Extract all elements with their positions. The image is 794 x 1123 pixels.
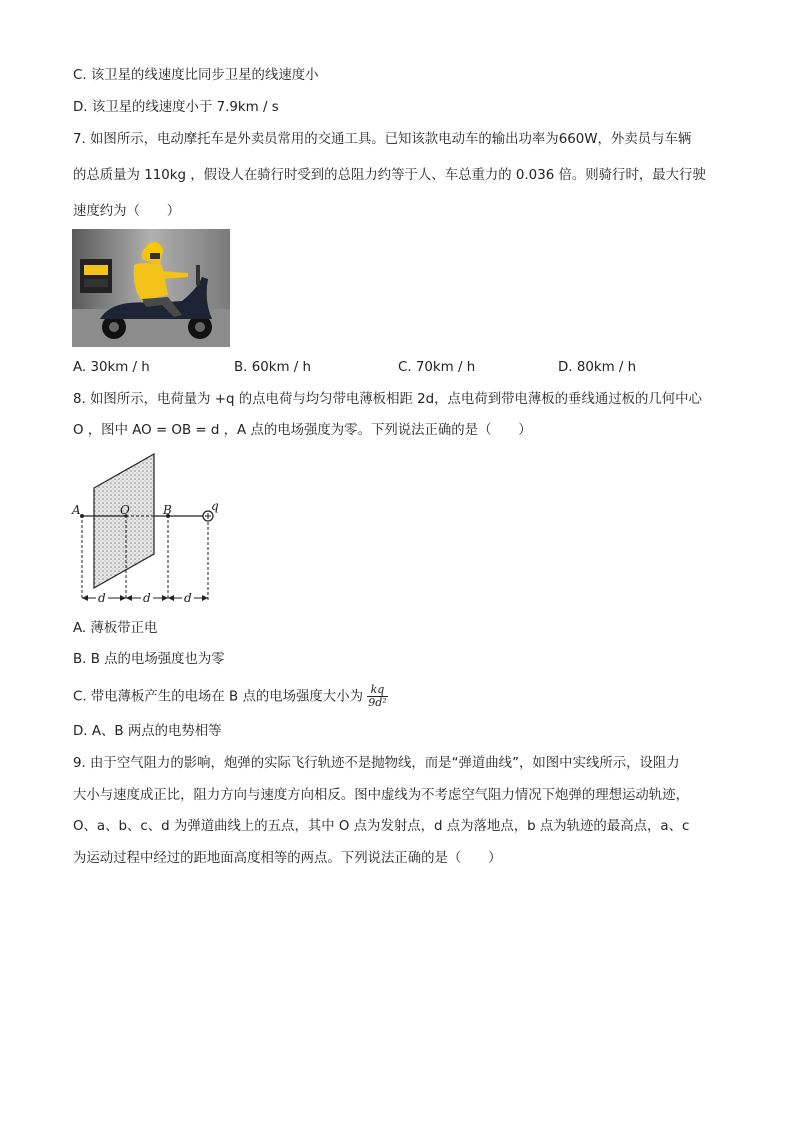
- q7-option-a: A. 30km / h: [73, 360, 150, 375]
- q7-option-d: D. 80km / h: [558, 360, 637, 375]
- q7-option-c: C. 70km / h: [398, 360, 476, 375]
- q8-stem-line2: O ，图中 AO = OB = d ，A 点的电场强度为零。下列说法正确的是（ ）: [73, 423, 532, 438]
- delivery-scooter-photo: [72, 229, 230, 347]
- label-q: q: [211, 499, 219, 513]
- q8-option-c-fraction: [367, 684, 387, 709]
- label-a: A: [72, 503, 81, 517]
- q9-stem-line3: O、a、b、c、d 为弹道曲线上的五点，其中 O 点为发射点，d 点为落地点，b 点为轨迹的最高点，a、c: [73, 819, 690, 834]
- label-o: O: [120, 503, 130, 517]
- q6-option-d: D. 该卫星的线速度小于 7.9km / s: [73, 100, 279, 115]
- charged-plate: [94, 454, 154, 588]
- q9-stem-line1: 9. 由于空气阻力的影响，炮弹的实际飞行轨迹不是抛物线，而是“弹道曲线”，如图中实线所示，设阻力: [73, 756, 680, 771]
- q7-option-b: B. 60km / h: [234, 360, 312, 375]
- q8-option-d: D. A、B 两点的电势相等: [73, 724, 222, 739]
- fraction-numerator: kq: [367, 684, 387, 697]
- q8-stem-line1: 8. 如图所示，电荷量为 +q 的点电荷与均匀带电薄板相距 2d，点电荷到带电薄板的垂线通过板的几何中心: [73, 392, 702, 407]
- q8-option-c-text: C. 带电薄板产生的电场在 B 点的电场强度大小为: [73, 689, 363, 705]
- q6-option-c: C. 该卫星的线速度比同步卫星的线速度小: [73, 68, 319, 83]
- q7-stem-line3: 速度约为（ ）: [73, 204, 181, 219]
- label-d-1: d: [98, 591, 106, 605]
- q7-stem-line1: 7. 如图所示，电动摩托车是外卖员常用的交通工具。已知该款电动车的输出功率为660W，外卖员与车辆: [73, 132, 692, 147]
- charged-plate-diagram: [70, 450, 230, 614]
- q8-option-b: B. B 点的电场强度也为零: [73, 652, 225, 667]
- q8-option-c: [73, 684, 388, 709]
- q9-stem-line4: 为运动过程中经过的距地面高度相等的两点。下列说法正确的是（ ）: [73, 851, 502, 866]
- q9-stem-line2: 大小与速度成正比，阻力方向与速度方向相反。图中虚线为不考虑空气阻力情况下炮弹的理想运动轨迹，: [73, 788, 689, 803]
- label-b: B: [163, 503, 172, 517]
- label-d-3: d: [184, 591, 192, 605]
- label-d-2: d: [143, 591, 151, 605]
- q8-option-a: A. 薄板带正电: [73, 621, 158, 636]
- fraction-denominator: 9d²: [368, 696, 387, 709]
- q7-stem-line2: 的总质量为 110kg ，假设人在骑行时受到的总阻力约等于人、车总重力的 0.036 倍。则骑行时，最大行驶: [73, 168, 706, 183]
